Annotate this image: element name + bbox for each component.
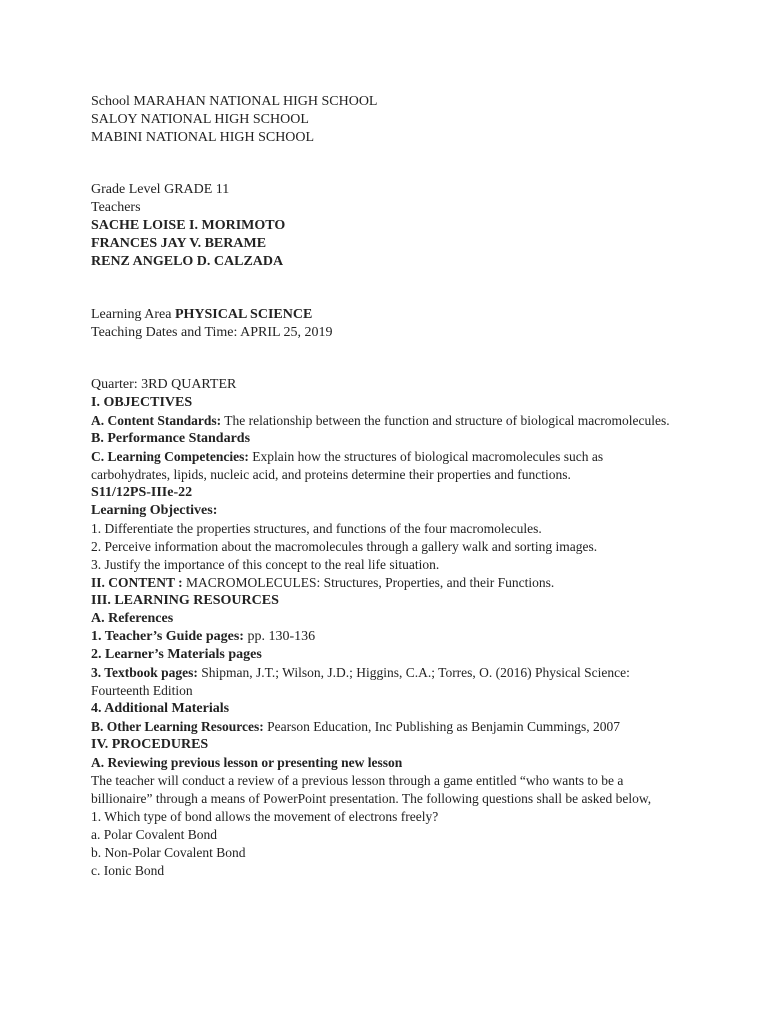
content-text: MACROMOLECULES: Structures, Properties, and their Functions. bbox=[186, 575, 555, 590]
review-lesson-text: The teacher will conduct a review of a previous lesson through a game entitled “who wants to be a billionaire” through a means of PowerPoint presentation. The following questions shall be asked below, bbox=[91, 773, 652, 806]
learning-competencies-text: Explain how the structures of biological macromolecules such as carbohydrates, lipids, nucleic acid, and proteins determine their properties and functions. bbox=[91, 449, 604, 482]
school-name-3: MABINI NATIONAL HIGH SCHOOL bbox=[91, 130, 315, 145]
other-learning-resources-label: B. Other Learning Resources: bbox=[91, 719, 264, 734]
quarter-label: Quarter: bbox=[91, 377, 138, 392]
textbook-pages-value: Shipman, J.T.; Wilson, J.D.; Higgins, C.A.; Torres, O. (2016) Physical Science: Fourteenth Edition bbox=[91, 665, 630, 698]
quarter-line bbox=[91, 376, 681, 394]
teacher-name: FRANCES JAY V. BERAME bbox=[91, 236, 267, 251]
school-line-1 bbox=[91, 93, 691, 111]
answer-choice: b. Non-Polar Covalent Bond bbox=[91, 845, 246, 860]
additional-materials-label: 4. Additional Materials bbox=[91, 701, 230, 716]
performance-standards-label: B. Performance Standards bbox=[91, 431, 251, 446]
school-name-1: MARAHAN NATIONAL HIGH SCHOOL bbox=[133, 94, 378, 109]
learning-resources-heading: III. LEARNING RESOURCES bbox=[91, 593, 279, 608]
content-label: II. CONTENT : bbox=[91, 575, 183, 590]
learning-area-value: PHYSICAL SCIENCE bbox=[174, 307, 313, 322]
competency-code: S11/12PS-IIIe-22 bbox=[91, 485, 193, 500]
learning-objective-item: 2. Perceive information about the macromolecules through a gallery walk and sorting images. bbox=[91, 539, 598, 554]
teachers-guide-label: 1. Teacher’s Guide pages: bbox=[91, 629, 244, 644]
learning-objectives-label: Learning Objectives: bbox=[91, 503, 218, 518]
content-standards bbox=[91, 412, 681, 430]
other-learning-resources-value: Pearson Education, Inc Publishing as Benjamin Cummings, 2007 bbox=[267, 719, 620, 734]
learning-competencies bbox=[91, 448, 681, 484]
learning-objective-item: 1. Differentiate the properties structures, and functions of the four macromolecules. bbox=[91, 521, 542, 536]
learners-materials-label: 2. Learner’s Materials pages bbox=[91, 647, 262, 662]
content-standards-text: The relationship between the function and structure of biological macromolecules. bbox=[224, 413, 670, 428]
main-body bbox=[91, 376, 681, 880]
answer-choice: a. Polar Covalent Bond bbox=[91, 827, 217, 842]
question-1: 1. Which type of bond allows the movement of electrons freely? bbox=[91, 809, 439, 824]
learning-competencies-label: C. Learning Competencies: bbox=[91, 449, 249, 464]
grade-level-label: Grade Level bbox=[91, 182, 161, 197]
procedures-heading: IV. PROCEDURES bbox=[91, 737, 209, 752]
teachers-label: Teachers bbox=[91, 200, 141, 215]
school-name-2: SALOY NATIONAL HIGH SCHOOL bbox=[91, 112, 309, 127]
school-label: School bbox=[91, 94, 130, 109]
grade-level-value: GRADE 11 bbox=[164, 182, 230, 197]
quarter-value: 3RD QUARTER bbox=[141, 377, 237, 392]
content-line bbox=[91, 574, 681, 592]
teaching-dates-line bbox=[91, 324, 691, 342]
learning-area-line bbox=[91, 306, 691, 324]
textbook-pages-label: 3. Textbook pages: bbox=[91, 665, 198, 680]
grade-teachers-block bbox=[91, 181, 691, 271]
objectives-heading: I. OBJECTIVES bbox=[91, 395, 193, 410]
learning-area-label: Learning Area bbox=[91, 307, 172, 322]
references-label: A. References bbox=[91, 611, 174, 626]
teaching-dates-label: Teaching Dates and Time: bbox=[91, 325, 238, 340]
learning-objective-item: 3. Justify the importance of this concept to the real life situation. bbox=[91, 557, 440, 572]
teacher-name: SACHE LOISE I. MORIMOTO bbox=[91, 218, 286, 233]
textbook-pages bbox=[91, 664, 681, 700]
teaching-dates-value: APRIL 25, 2019 bbox=[240, 325, 333, 340]
learning-area-block bbox=[91, 306, 691, 342]
other-learning-resources bbox=[91, 718, 681, 736]
grade-level-line bbox=[91, 181, 691, 199]
content-standards-label: A. Content Standards: bbox=[91, 413, 222, 428]
teachers-guide-value: pp. 130-136 bbox=[247, 629, 316, 644]
teacher-name: RENZ ANGELO D. CALZADA bbox=[91, 254, 284, 269]
school-block bbox=[91, 93, 691, 147]
teachers-guide-line bbox=[91, 628, 681, 646]
review-lesson-label: A. Reviewing previous lesson or presenting new lesson bbox=[91, 755, 403, 770]
answer-choice: c. Ionic Bond bbox=[91, 863, 165, 878]
